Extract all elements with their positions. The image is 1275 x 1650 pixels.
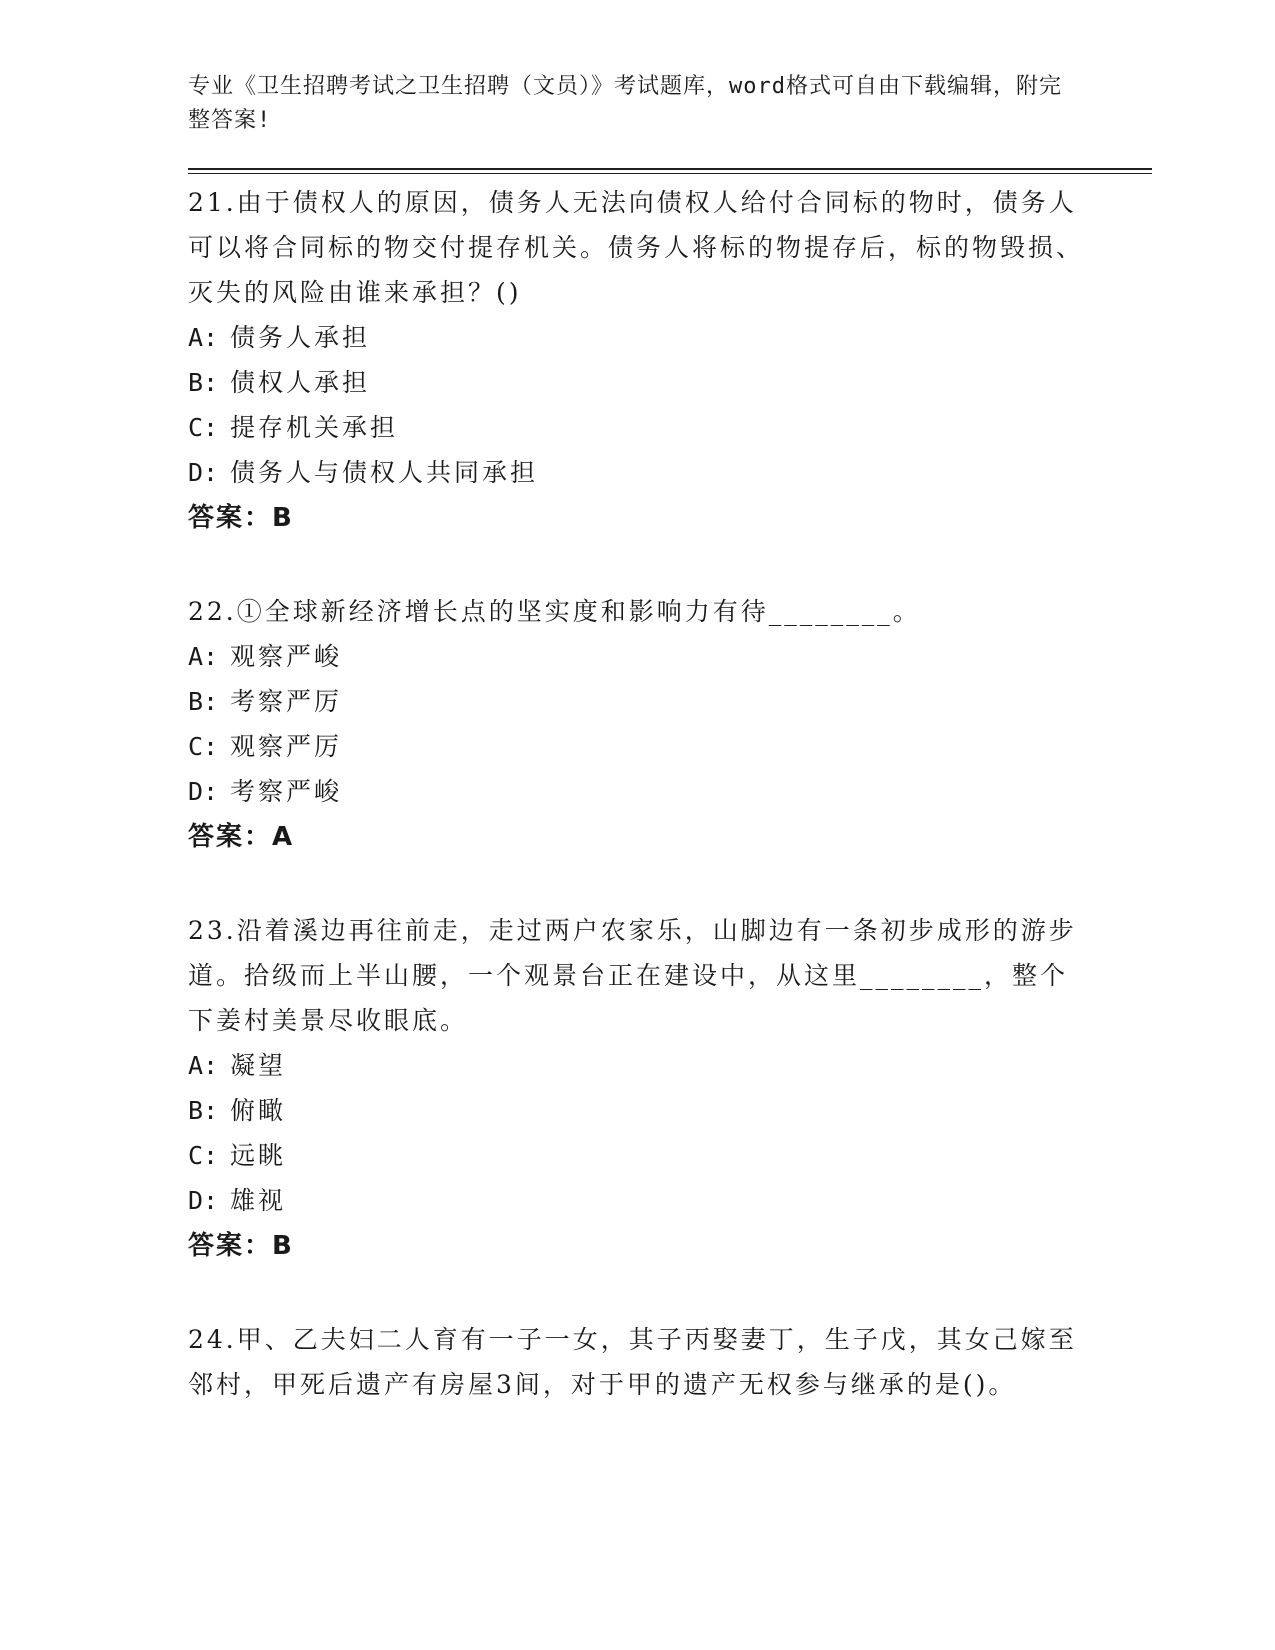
- answer-label: 答案：B: [188, 503, 294, 533]
- question-text: 24.甲、乙夫妇二人育有一子一女，其子丙娶妻丁，生子戊，其女己嫁至邻村，甲死后遗产有房屋3间，对于甲的遗产无权参与继承的是()。: [188, 1325, 1077, 1399]
- option-d: [188, 769, 1148, 814]
- option-text: 俯瞰: [230, 1096, 287, 1125]
- option-letter: A:: [188, 642, 219, 671]
- option-text: 雄视: [230, 1186, 287, 1215]
- option-a: [188, 1043, 1148, 1088]
- option-letter: A:: [188, 323, 219, 352]
- question-21: [188, 180, 1148, 541]
- question-23: [188, 908, 1148, 1269]
- option-letter: B:: [188, 687, 219, 716]
- option-letter: C:: [188, 732, 219, 761]
- option-letter: B:: [188, 1096, 219, 1125]
- option-text: 考察严峻: [230, 777, 343, 806]
- question-24: [188, 1317, 1148, 1407]
- option-text: 债务人承担: [230, 323, 371, 352]
- question-text: 23.沿着溪边再往前走，走过两户农家乐，山脚边有一条初步成形的游步道。拾级而上半山腰，一个观景台正在建设中，从这里________，整个下姜村美景尽收眼底。: [188, 916, 1077, 1035]
- option-d: [188, 1178, 1148, 1223]
- question-list: [188, 180, 1148, 1407]
- option-text: 凝望: [230, 1051, 287, 1080]
- option-text: 债权人承担: [230, 368, 371, 397]
- option-text: 观察严峻: [230, 642, 343, 671]
- document-page: [188, 70, 1148, 1455]
- option-c: [188, 724, 1148, 769]
- question-text: 21.由于债权人的原因，债务人无法向债权人给付合同标的物时，债务人可以将合同标的物交付提存机关。债务人将标的物提存后，标的物毁损、灭失的风险由谁来承担？(): [188, 188, 1085, 307]
- option-letter: B:: [188, 368, 219, 397]
- option-c: [188, 1133, 1148, 1178]
- option-letter: C:: [188, 413, 219, 442]
- option-text: 观察严厉: [230, 732, 343, 761]
- option-a: [188, 634, 1148, 679]
- header-divider: [188, 168, 1152, 174]
- option-d: [188, 450, 1148, 495]
- option-b: [188, 360, 1148, 405]
- option-b: [188, 679, 1148, 724]
- option-text: 远眺: [230, 1141, 287, 1170]
- option-text: 考察严厉: [230, 687, 343, 716]
- option-text: 债务人与债权人共同承担: [230, 458, 539, 487]
- option-text: 提存机关承担: [230, 413, 399, 442]
- option-letter: D:: [188, 458, 219, 487]
- document-header: 专业《卫生招聘考试之卫生招聘（文员）》考试题库，word格式可自由下载编辑，附完整答案!: [188, 74, 1062, 133]
- option-c: [188, 405, 1148, 450]
- answer-label: 答案：A: [188, 822, 295, 852]
- option-letter: D:: [188, 777, 219, 806]
- option-b: [188, 1088, 1148, 1133]
- option-a: [188, 315, 1148, 360]
- option-letter: D:: [188, 1186, 219, 1215]
- question-22: [188, 589, 1148, 860]
- option-letter: C:: [188, 1141, 219, 1170]
- answer-label: 答案：B: [188, 1231, 294, 1261]
- option-letter: A:: [188, 1051, 219, 1080]
- question-text: 22.①全球新经济增长点的坚实度和影响力有待________。: [188, 597, 921, 626]
